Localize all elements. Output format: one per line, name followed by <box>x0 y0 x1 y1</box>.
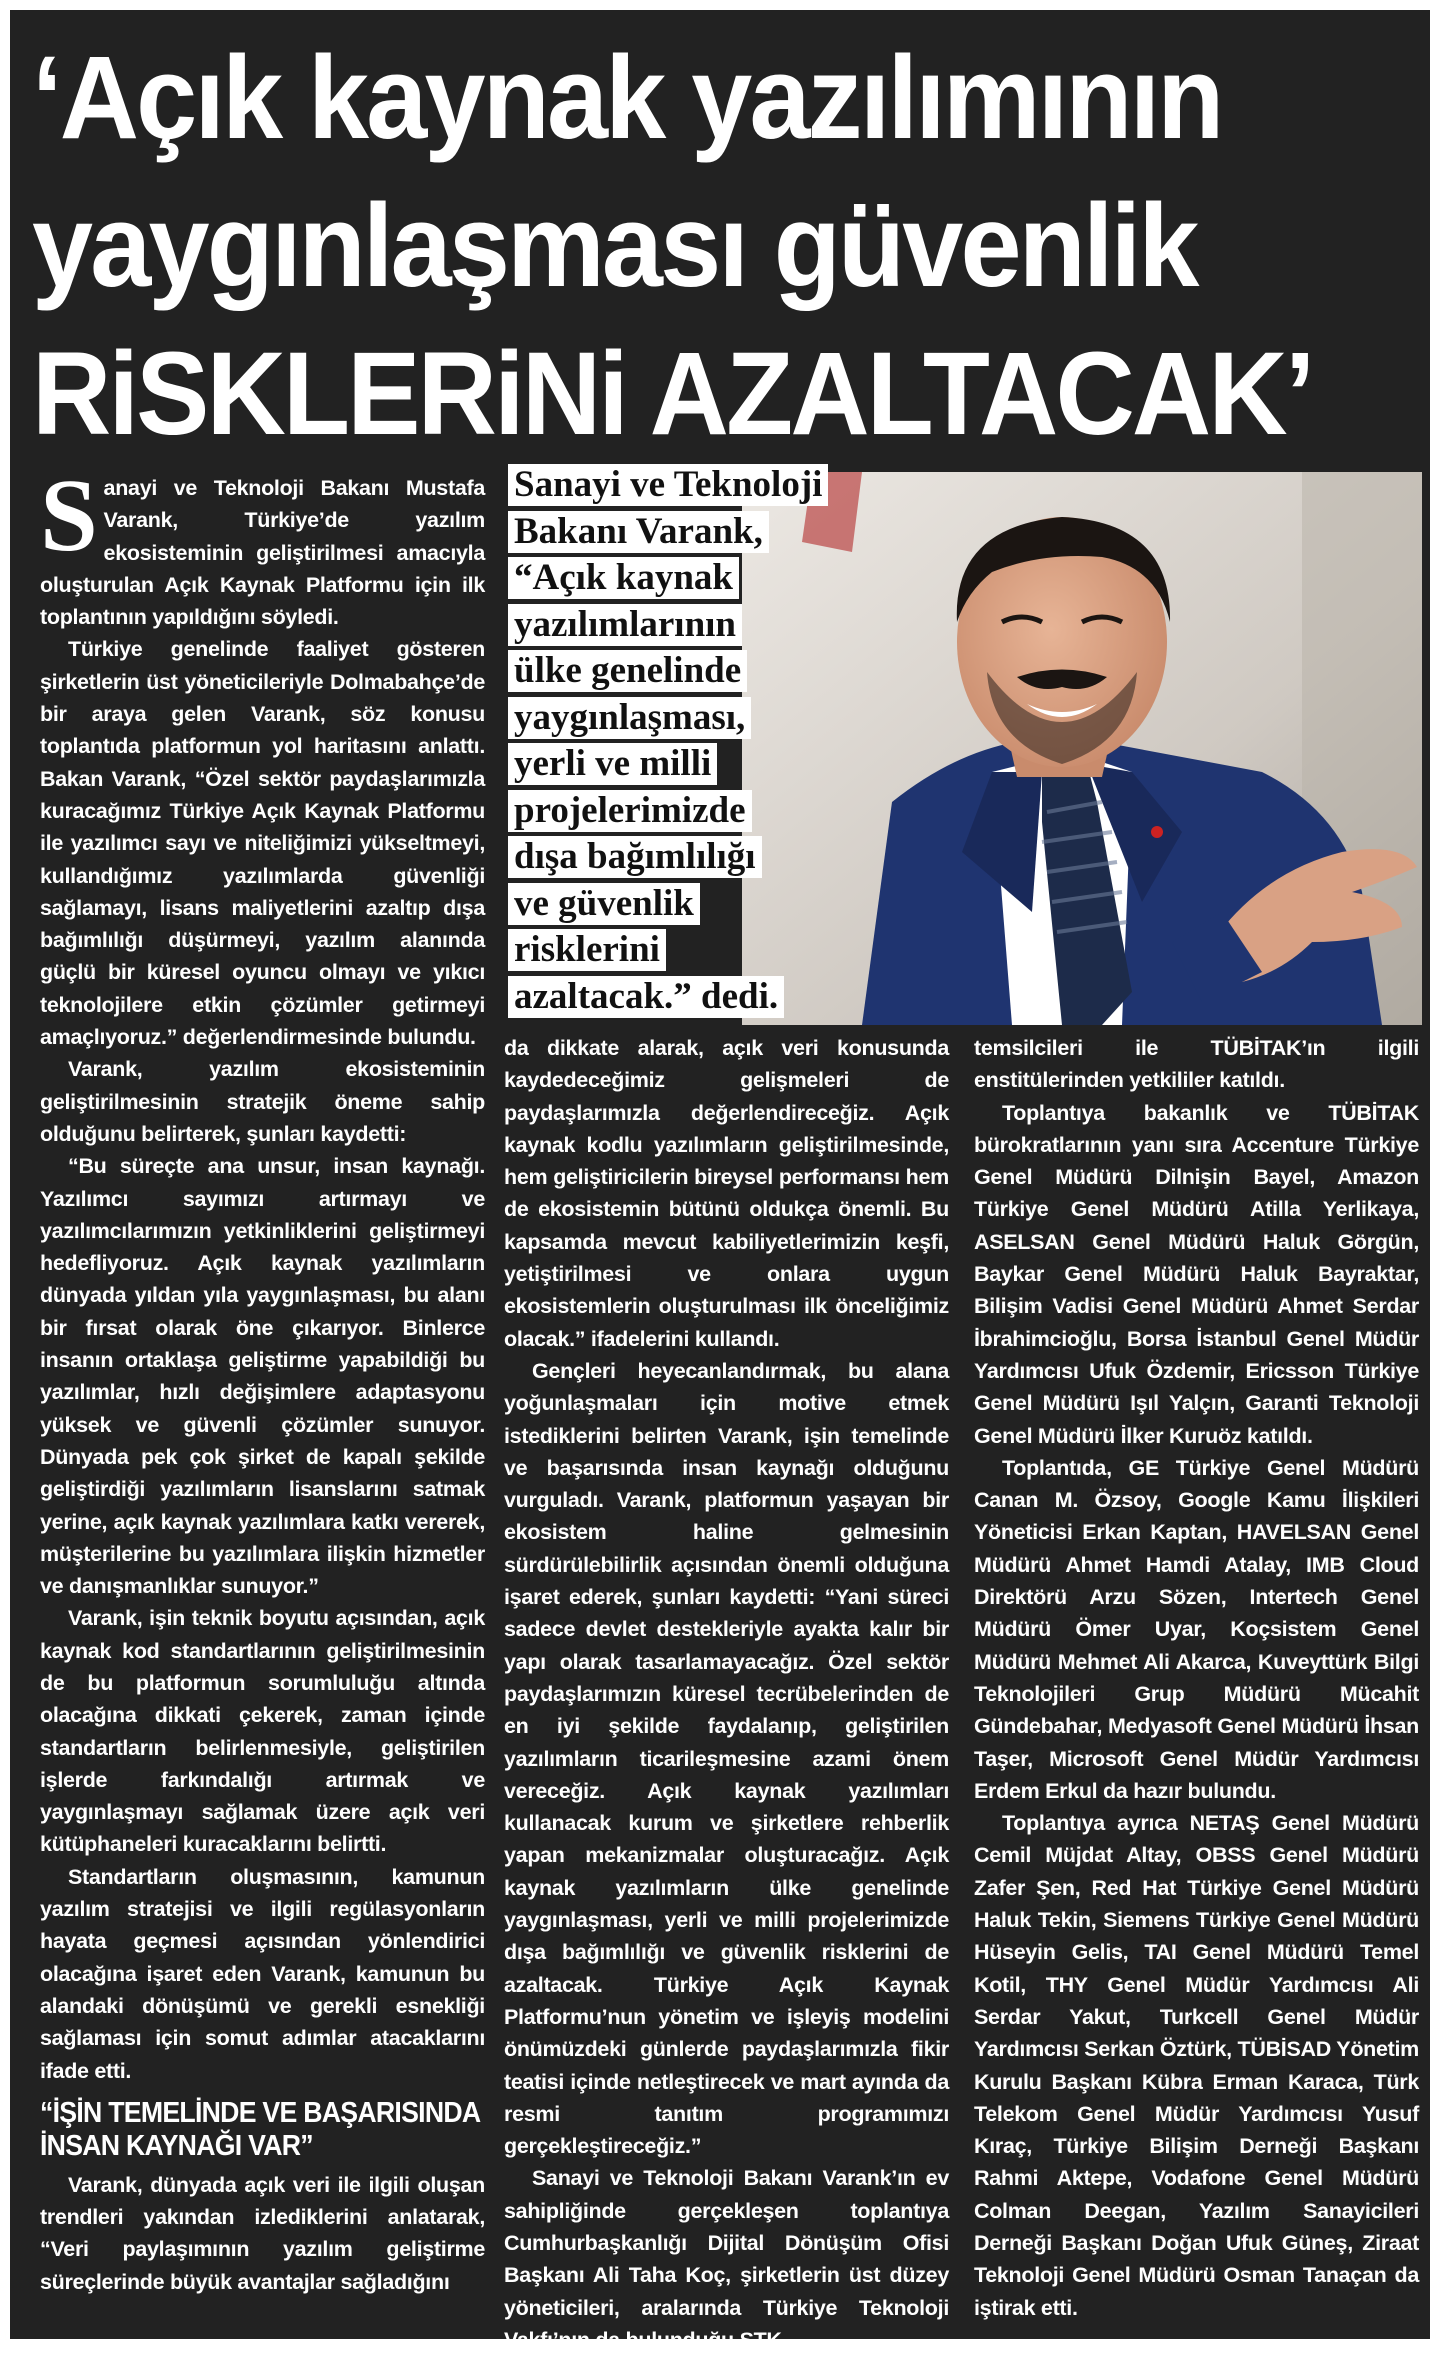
pull-quote-line: ve güvenlik <box>508 883 700 925</box>
paragraph: Varank, işin teknik boyutu açısından, açık kaynak kod standartlarının geliştirilmesinin de bu platformun sorumluluğu altında olacağına dikkati çekerek, zaman içinde standartların belirlenmesiyle, geliştirilen işlerde farkındalığı artırmak ve yaygınlaşmayı sağlamak üzere açık veri kütüphaneleri kuracaklarını belirtti. <box>40 1606 485 1857</box>
subheading-line-1: “İŞİN TEMELİNDE VE BAŞARISINDA <box>40 2096 481 2129</box>
pull-quote-line: yerli ve milli <box>508 743 717 785</box>
headline-line-1: ‘Açık kaynak yazılımının <box>32 32 1222 164</box>
paragraph: Varank, yazılım ekosisteminin geliştirilmesinin stratejik öneme sahip olduğunu belirterek, şunları kaydetti: <box>40 1057 485 1146</box>
paragraph: da dikkate alarak, açık veri konusunda kaydedeceğimiz gelişmeleri de paydaşlarımızla değerlendireceğiz. Açık kaynak kodlu yazılımların geliştirilmesinde, hem geliştiricilerin bireysel performansı hem de ekosistemin bütünü oldukça önemli. Bu kapsamda mevcut kabiliyetlerimizin keşfi, yetiştirilmesi ve onlara uygun ekosistemlerin oluşturulması ilk önceliğimiz olacak.” ifadelerini kullandı. <box>504 1036 949 1351</box>
pull-quote <box>508 462 948 1020</box>
paragraph: Toplantıya bakanlık ve TÜBİTAK bürokratlarının yanı sıra Accenture Türkiye Genel Müdürü Dilnişin Bayel, Amazon Türkiye Genel Müdürü Atilla Yerlikaya, ASELSAN Genel Müdürü Haluk Görgün, Baykar Genel Müdürü Haluk Bayraktar, Bilişim Vadisi Genel Müdürü Ahmet Serdar İbrahimcioğlu, Borsa İstanbul Genel Müdür Yardımcısı Ufuk Özdemir, Ericsson Türkiye Genel Müdürü Işıl Yalçın, Garanti Teknoloji Genel Müdürü İlker Kuruöz katıldı. <box>974 1100 1419 1448</box>
paragraph: temsilcileri ile TÜBİTAK’ın ilgili enstitülerinden yetkililer katıldı. <box>974 1036 1419 1093</box>
pull-quote-line: yaygınlaşması, <box>508 697 751 739</box>
pull-quote-line: Bakanı Varank, <box>508 511 769 553</box>
paragraph: Toplantıda, GE Türkiye Genel Müdürü Canan M. Özsoy, Google Kamu İlişkileri Yöneticisi Erkan Kaptan, HAVELSAN Genel Müdürü Ahmet Hamdi Atalay, IMB Cloud Direktörü Arzu Sözen, Intertech Genel Müdürü Ömer Uyar, Koçsistem Genel Müdürü Mehmet Ali Akarca, Kuveyttürk Bilgi Teknolojileri Grup Müdürü Mücahit Gündebahar, Medyasoft Genel Müdürü İhsan Taşer, Microsoft Genel Müdür Yardımcısı Erdem Erkul da hazır bulundu. <box>974 1455 1419 1803</box>
paragraph: Gençleri heyecanlandırmak, bu alana yoğunlaşmaları için motive etmek istediklerini belirten Varank, işin temelinde ve başarısında insan kaynağı olduğunu vurguladı. Varank, platformun yaşayan bir ekosistem haline gelmesinin sürdürülebilirlik açısından önemli olduğuna işaret ederek, şunları kaydetti: “Yani süreci sadece devlet destekleriyle ayakta kalır bir yapı olarak tasarlamayacağız. Özel sektör paydaşlarımızın küresel tecrübelerinden de en iyi şekilde faydalanıp, geliştirilen yazılımların ticarileşmesine azami önem vereceğiz. Açık kaynak yazılımları kullanacak kurum ve şirketlere rehberlik yapan mekanizmalar oluşturacağız. Açık kaynak yazılımların ülke genelinde yaygınlaşması, yerli ve milli projelerimizde dışa bağımlılığı ve güvenlik risklerini de azaltacak. Türkiye Açık Kaynak Platformu’nun yönetim ve işleyiş modelini önümüzdeki günlerde paydaşlarımızla fikir teatisi içinde netleştirecek ve mart ayında da resmi tanıtım programımızı gerçekleştireceğiz.” <box>504 1358 949 2159</box>
paragraph: Varank, dünyada açık veri ile ilgili oluşan trendleri yakından izlediklerini anlatarak, “Veri paylaşımının yazılım geliştirme süreçlerinde büyük avantajlar sağladığını <box>40 2172 485 2294</box>
paragraph: Sanayi ve Teknoloji Bakanı Varank’ın ev sahipliğinde gerçekleşen toplantıya Cumhurbaşkanlığı Dijital Dönüşüm Ofisi Başkanı Ali Taha Koç, şirketlerin üst düzey yöneticileri, aralarında Türkiye Teknoloji Vakfı’nın da bulunduğu STK <box>504 2166 949 2352</box>
pull-quote-line: ülke genelinde <box>508 650 747 692</box>
pull-quote-line: dışa bağımlılığı <box>508 836 762 878</box>
paragraph: Toplantıya ayrıca NETAŞ Genel Müdürü Cemil Müjdat Altay, OBSS Genel Müdürü Zafer Şen, Red Hat Türkiye Genel Müdürü Haluk Tekin, Siemens Türkiye Genel Müdürü Hüseyin Gelis, TAI Genel Müdürü Temel Kotil, THY Genel Müdür Yardımcısı Ali Serdar Yakut, Turkcell Genel Müdür Yardımcısı Serkan Öztürk, TÜBİSAD Yönetim Kurulu Başkanı Kübra Erman Karaca, Türk Telekom Genel Müdür Yardımcısı Yusuf Kıraç, Türkiye Bilişim Derneği Başkanı Rahmi Aktepe, Vodafone Genel Müdürü Colman Deegan, Yazılım Sanayicileri Derneği Başkanı Doğan Ufuk Güneş, Ziraat Teknoloji Genel Müdürü Osman Tanaçan da iştirak etti. <box>974 1811 1419 2320</box>
headline-line-2: yaygınlaşması güvenlik <box>32 180 1197 312</box>
headline <box>32 24 1315 468</box>
pull-quote-line: “Açık kaynak <box>508 557 739 599</box>
pull-quote-line: yazılımlarının <box>508 604 742 646</box>
pull-quote-line: azaltacak.” dedi. <box>508 976 784 1018</box>
pull-quote-line: Sanayi ve Teknoloji <box>508 464 828 506</box>
paragraph: Standartların oluşmasının, kamunun yazılım stratejisi ve ilgili regülasyonların hayata geçmesi açısından yönlendirici olacağına işaret eden Varank, kamunun bu alandaki dönüşümü ve gerekli esnekliği sağlaması için somut adımlar atacaklarını ifade etti. <box>40 1864 485 2083</box>
pull-quote-line: projelerimizde <box>508 790 752 832</box>
article-column-2 <box>504 1032 949 2356</box>
drop-cap: S <box>40 458 98 573</box>
article-column-3 <box>974 1032 1419 2324</box>
article-column-1 <box>40 458 485 2298</box>
subheading-line-2: İNSAN KAYNAĞI VAR” <box>40 2129 313 2162</box>
paragraph: Sanayi ve Teknoloji Bakanı Mustafa Varank, Türkiye’de yazılım ekosisteminin geliştirilmesi amacıyla oluşturulan Açık Kaynak Platformu için ilk toplantının yapıldığını söyledi. <box>40 458 485 630</box>
subheading <box>40 2096 481 2163</box>
newspaper-clipping <box>10 10 1430 2352</box>
pull-quote-line: risklerini <box>508 929 666 971</box>
headline-line-3: RiSKLERiNi AZALTACAK’ <box>32 328 1313 460</box>
paragraph: Türkiye genelinde faaliyet gösteren şirketlerin üst yöneticileriyle Dolmabahçe’de bir araya gelen Varank, söz konusu toplantıda platformun yol haritasını anlattı. Bakan Varank, “Özel sektör paydaşlarımızla kuracağımız Türkiye Açık Kaynak Platformu ile yazılımcı sayı ve niteliğimizi yükseltmeyi, kullandığımız yazılımlarda güvenliği sağlamayı, lisans maliyetlerini azaltıp dışa bağımlılığı düşürmeyi, yazılım alanında güçlü bir küresel oyuncu olmayı ve yıkıcı teknolojilere etkin çözümler getirmeyi amaçlıyoruz.” değerlendirmesinde bulundu. <box>40 637 485 1050</box>
paragraph: “Bu süreçte ana unsur, insan kaynağı. Yazılımcı sayımızı artırmayı ve yazılımcılarımızın yetkinliklerini geliştirmeyi hedefliyoruz. Açık kaynak yazılımların dünyada yıldan yıla yaygınlaşması, bu alanı bir fırsat olarak öne çıkarıyor. Binlerce insanın ortaklaşa geliştirme yapabildiği bu yazılımlar, hızlı değişimlere adaptasyonu yüksek ve güvenli çözümler sunuyor. Dünyada pek çok şirket de kapalı şekilde geliştirdiği yazılımların lisanslarını satmak yerine, açık kaynak yazılımlara katkı vererek, müşterilerine bu yazılımlara ilişkin hizmetler ve danışmanlıklar sunuyor.” <box>40 1154 485 1599</box>
